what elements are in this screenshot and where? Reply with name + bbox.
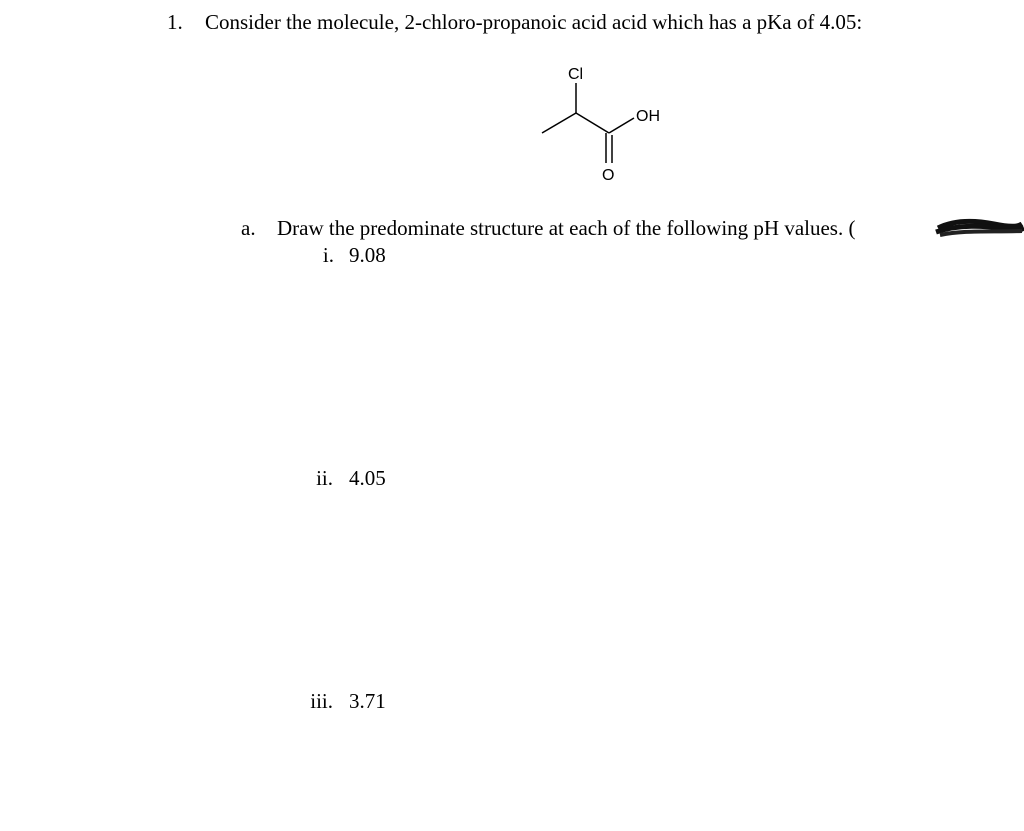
part-a-text: Draw the predominate structure at each of the following pH values. ( — [277, 216, 856, 240]
ph-value: 4.05 — [349, 466, 386, 490]
atom-o: O — [602, 167, 615, 184]
redaction-scribble — [934, 216, 1024, 240]
ph-value: 3.71 — [349, 689, 386, 713]
atom-oh: OH — [636, 108, 660, 125]
question-text: Consider the molecule, 2-chloro-propanoic acid acid which has a pKa of 4.05: — [205, 10, 863, 34]
molecule-structure — [530, 55, 680, 195]
part-a-label: a. — [241, 216, 256, 240]
item-number: ii. — [316, 466, 333, 490]
bond-methyl — [542, 113, 576, 133]
item-number: iii. — [310, 689, 333, 713]
atom-cl: Cl — [568, 66, 584, 83]
bond-carboxyl-oh — [609, 118, 634, 133]
question-number: 1. — [167, 10, 183, 34]
bond-alpha-carboxyl — [576, 113, 609, 133]
ph-value: 9.08 — [349, 243, 386, 267]
item-number: i. — [322, 243, 334, 267]
